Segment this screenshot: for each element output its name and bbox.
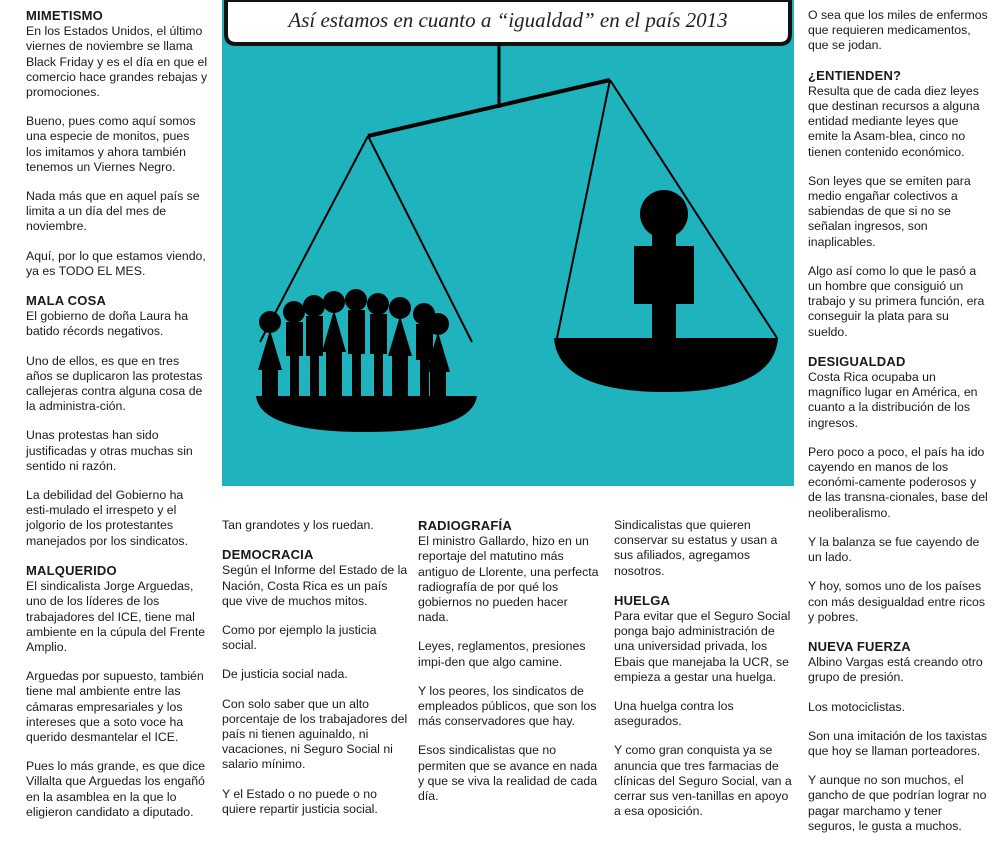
article-paragraph: Son leyes que se emiten para medio engañar colectivos a sabiendas de que si no se señalan ingresos, son inaplicables. — [808, 173, 971, 249]
article-paragraph: Como por ejemplo la justicia social. — [222, 623, 377, 653]
article-paragraph: Para evitar que el Seguro Social ponga bajo administración de una universidad privada, los Ebais que manejaba la UCR, se empieza a gestar una huelga. — [614, 609, 791, 684]
article-paragraph: La debilidad del Gobierno ha esti-mulado el irrespeto y el jolgorio de los protestantes manejados por los sindicatos. — [26, 488, 188, 548]
section-heading: ¿ENTIENDEN? — [808, 67, 902, 83]
article-paragraph: Resulta que de cada diez leyes que destinan recursos a alguna entidad mediante leyes que emite la Asam-blea, cinco no tienen contenido económico. — [808, 83, 980, 159]
section-heading: DEMOCRACIA — [222, 547, 314, 563]
article-paragraph: Uno de ellos, es que en tres años se duplicaron las protestas callejeras contra alguna cosa de la administra-ción. — [26, 353, 203, 414]
article-paragraph: Y los peores, los sindicatos de empleados públicos, que son los más conservadores que hay. — [418, 683, 597, 729]
article-paragraph: Pues lo más grande, es que dice Villalta que Arguedas los engañó en la asamblea en la que lo eligieron candidato a diputado. — [26, 759, 206, 819]
bottom-column-1 — [222, 518, 408, 831]
article-paragraph: En los Estados Unidos, el último viernes de noviembre se llama Black Friday y es el día en que el comercio hace grandes rebajas y promociones. — [26, 24, 208, 100]
section-heading: MALQUERIDO — [26, 562, 117, 578]
article-paragraph: Y hoy, somos uno de los países con más desigualdad entre ricos y pobres. — [808, 579, 986, 624]
article-paragraph: Los motociclistas. — [808, 699, 906, 714]
article-paragraph: Aquí, por lo que estamos viendo, ya es TODO EL MES. — [26, 248, 206, 278]
article-paragraph: Y aunque no son muchos, el gancho de que podrían lograr no pagar marchamo y tener seguros, le gusta a muchos. — [808, 773, 987, 833]
article-paragraph: El sindicalista Jorge Arguedas, uno de los líderes de los trabajadores del ICE, tiene mal ambiente en la cúpula del Frente Amplio. — [26, 579, 206, 654]
article-paragraph: Esos sindicalistas que no permiten que se avance en nada y que se viva la realidad de cada día. — [418, 743, 598, 804]
left-column — [26, 8, 208, 834]
article-paragraph: El ministro Gallardo, hizo en un reportaje del matutino más antiguo de Llorente, una perfecta radiografía de por qué los gobiernos no pueden hacer nada. — [418, 534, 599, 625]
article-paragraph: Nada más que en aquel país se limita a un día del mes de noviembre. — [26, 189, 200, 234]
article-paragraph: El gobierno de doña Laura ha batido récords negativos. — [26, 309, 189, 339]
cartoon-illustration — [222, 0, 794, 486]
article-paragraph: Pero poco a poco, el país ha ido cayendo en manos de los económi-camente poderosos y de las transna-cionales, base del neoliberalismo. — [808, 444, 988, 520]
article-paragraph: O sea que los miles de enfermos que requieren medicamentos, que se jodan. — [808, 8, 988, 53]
section-heading: RADIOGRAFÍA — [418, 518, 512, 533]
article-paragraph: Y como gran conquista ya se anuncia que tres farmacias de clínicas del Seguro Social, van a cerrar sus ven-tanillas en apoyo a esa oposición. — [614, 743, 792, 819]
section-heading: DESIGUALDAD — [808, 353, 906, 369]
article-paragraph: Son una imitación de los taxistas que hoy se llaman porteadores. — [808, 728, 988, 758]
article-paragraph: Bueno, pues como aquí somos una especie de monitos, pues los imitamos y ahora también tenemos un Viernes Negro. — [26, 114, 196, 174]
bottom-column-3 — [614, 518, 794, 833]
bottom-column-2 — [418, 518, 600, 818]
article-paragraph: Y la balanza se fue cayendo de un lado. — [808, 534, 980, 565]
title-banner — [226, 0, 790, 44]
section-heading: MIMETISMO — [26, 8, 103, 23]
cartoon-title: Así estamos en cuanto a “igualdad” en el país 2013 — [288, 8, 728, 32]
article-paragraph: Costa Rica ocupaba un magnífico lugar en América, en cuanto a la distribución de los ingresos. — [808, 370, 978, 430]
article-paragraph: Leyes, reglamentos, presiones impi-den que algo camine. — [418, 639, 586, 669]
article-paragraph: Sindicalistas que quieren conservar su estatus y usan a sus afiliados, agregamos nosotros. — [614, 518, 778, 578]
article-paragraph: Tan grandotes y los ruedan. — [222, 518, 374, 532]
article-paragraph: Unas protestas han sido justificadas y otras muchas sin sentido ni razón. — [26, 428, 193, 473]
article-paragraph: Según el Informe del Estado de la Nación, Costa Rica es un país que vive de muchos mitos. — [222, 563, 408, 608]
article-paragraph: Algo así como lo que le pasó a un hombre que consiguió un trabajo y su primera función, era conseguir la plata para su sueldo. — [808, 263, 985, 339]
rich-person-head — [640, 190, 688, 238]
section-heading: MALA COSA — [26, 293, 107, 309]
article-paragraph: Arguedas por supuesto, también tiene mal ambiente entre las cámaras empresariales y los intereses que a soto voce ha querido desmantelar el ICE. — [26, 669, 204, 744]
article-paragraph: Y el Estado o no puede o no quiere repartir justicia social. — [222, 786, 378, 816]
right-column — [808, 8, 990, 848]
article-paragraph: De justicia social nada. — [222, 667, 348, 682]
article-paragraph: Con solo saber que un alto porcentaje de los trabajadores del país ni tienen aguinaldo, ni vacaciones, ni Seguro Social ni salario mínimo. — [222, 696, 408, 772]
section-heading: NUEVA FUERZA — [808, 638, 911, 654]
article-paragraph: Una huelga contra los asegurados. — [614, 699, 734, 729]
article-paragraph: Albino Vargas está creando otro grupo de presión. — [808, 655, 983, 685]
section-heading: HUELGA — [614, 592, 671, 608]
rich-person-body — [634, 246, 694, 304]
